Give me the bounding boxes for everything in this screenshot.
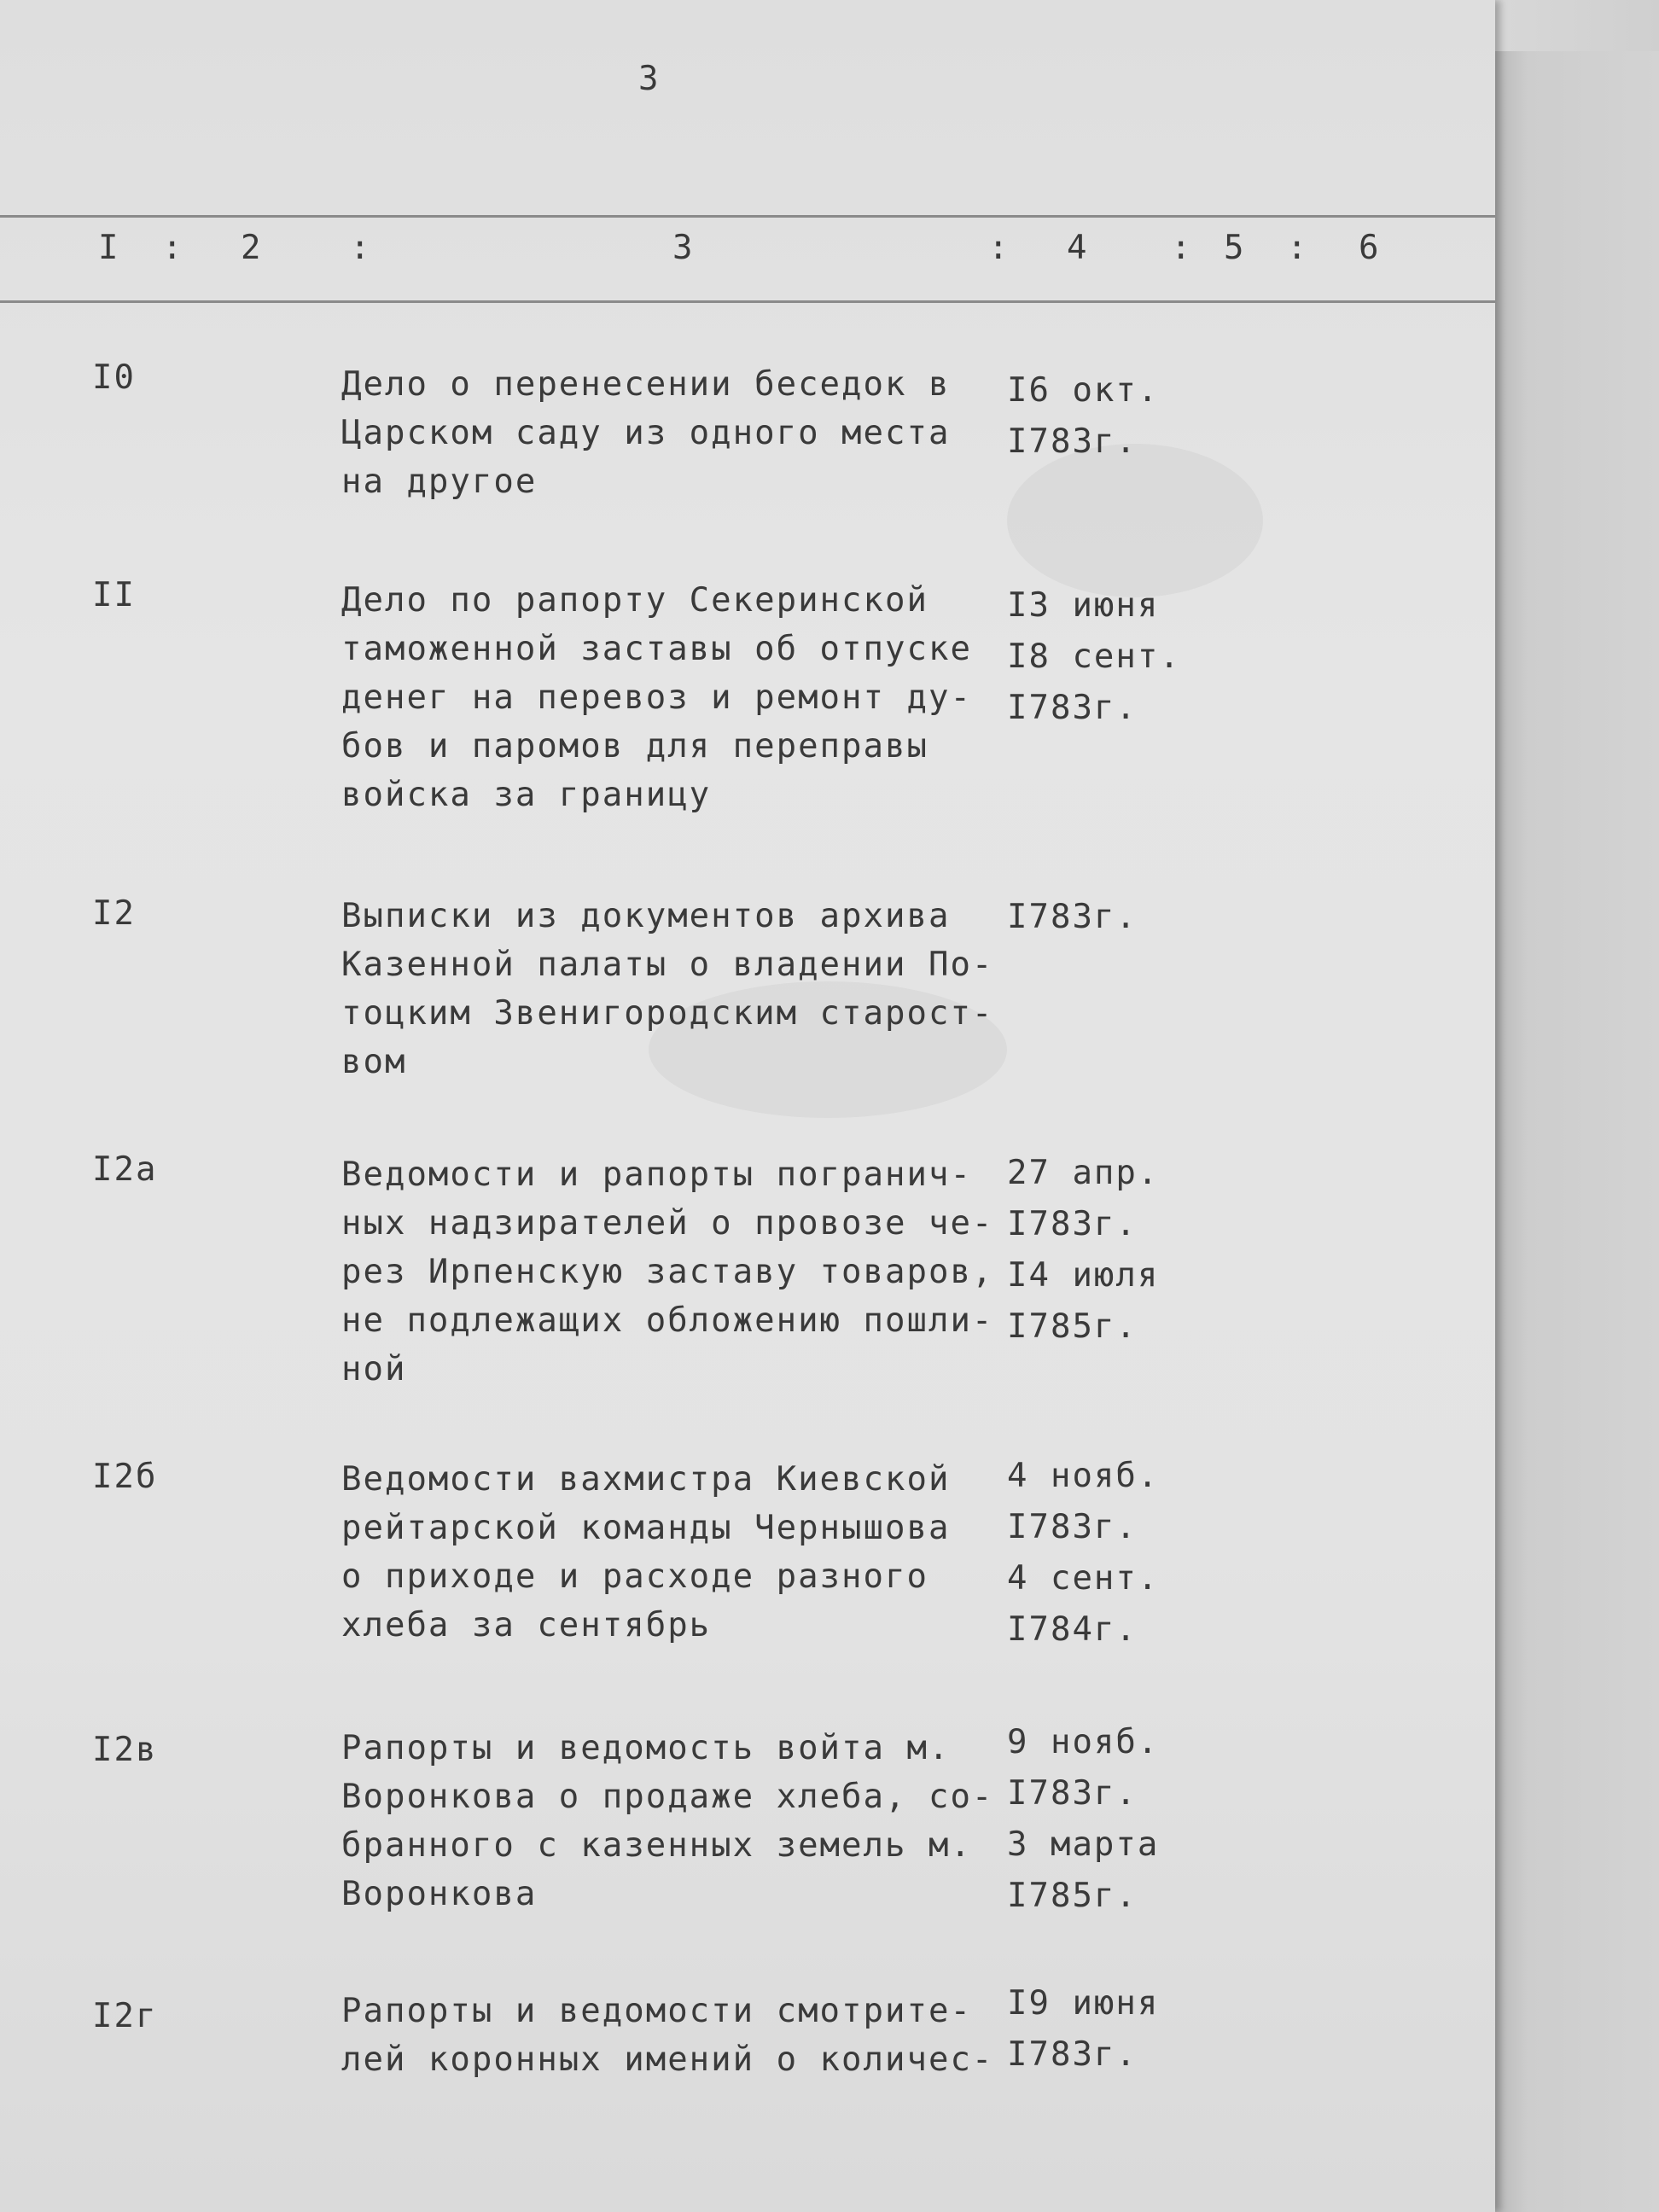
entry-title-line: на другое: [341, 463, 538, 501]
entry-title: [341, 1724, 993, 1918]
entry-date-line: I9 июня: [1007, 1984, 1160, 2023]
entry-date-line: I783г.: [1007, 689, 1138, 727]
entry-title-line: бов и паромов для переправы: [341, 727, 928, 765]
entry-title: [341, 1150, 993, 1394]
entry-date-line: I3 июня: [1007, 586, 1160, 625]
entry-date-line: 4 сент.: [1007, 1559, 1160, 1598]
entry-title-line: Царском саду из одного места: [341, 414, 951, 452]
entry-date-line: 27 апр.: [1007, 1154, 1160, 1192]
entry-date-line: I783г.: [1007, 1774, 1138, 1813]
entry-title: [341, 1987, 993, 2084]
entry-title-line: о приходе и расходе разного: [341, 1557, 928, 1596]
entry-title-line: Ведомости вахмистра Киевской: [341, 1460, 951, 1499]
column-separator: :: [988, 229, 1010, 267]
entry-title: [341, 892, 993, 1086]
entry-date-line: I784г.: [1007, 1610, 1138, 1649]
entry-date-line: 3 марта: [1007, 1825, 1160, 1864]
entry-title-line: Воронкова: [341, 1875, 538, 1913]
entry-number: I2а: [92, 1150, 158, 1189]
column-header-4: 4: [1067, 229, 1089, 267]
entry-number: II: [92, 576, 136, 614]
entry-dates: [1007, 892, 1138, 943]
column-separator: :: [350, 229, 372, 267]
entry-dates: [1007, 365, 1159, 468]
column-header-2: 2: [241, 229, 263, 267]
column-separator: :: [1171, 229, 1193, 267]
column-header-5: 5: [1224, 229, 1246, 267]
table-header-top-rule: [0, 215, 1495, 218]
entry-dates: [1007, 1717, 1159, 1922]
entry-title-line: хлеба за сентябрь: [341, 1606, 712, 1644]
entry-date-line: I8 сент.: [1007, 637, 1181, 676]
entry-title: [341, 1455, 950, 1650]
column-separator: :: [1287, 229, 1309, 267]
entry-dates: [1007, 1451, 1159, 1656]
underlying-sheet: [1495, 51, 1659, 2212]
entry-date-line: I783г.: [1007, 1205, 1138, 1243]
entry-title-line: войска за границу: [341, 776, 712, 814]
entry-title-line: рейтарской команды Чернышова: [341, 1509, 951, 1547]
entry-title: [341, 576, 972, 819]
entry-dates: [1007, 1978, 1159, 2081]
entry-date-line: I783г.: [1007, 2035, 1138, 2074]
column-header-1: I: [98, 229, 120, 267]
entry-title-line: бранного с казенных земель м.: [341, 1826, 972, 1865]
entry-title-line: рез Ирпенскую заставу товаров,: [341, 1253, 994, 1291]
table-header-bottom-rule: [0, 300, 1495, 303]
entry-title-line: Дело о перенесении беседок в: [341, 365, 951, 404]
entry-title-line: Воронкова о продаже хлеба, со-: [341, 1778, 994, 1816]
entry-number: I2б: [92, 1458, 158, 1496]
entry-title-line: ной: [341, 1350, 407, 1388]
entry-date-line: 9 нояб.: [1007, 1723, 1160, 1761]
entry-date-line: I783г.: [1007, 1508, 1138, 1546]
entry-number: I2в: [92, 1731, 158, 1769]
entry-title-line: таможенной заставы об отпуске: [341, 630, 972, 668]
entry-date-line: I785г.: [1007, 1877, 1138, 1915]
entry-title-line: вом: [341, 1043, 407, 1081]
entry-date-line: I783г.: [1007, 422, 1138, 461]
entry-dates: [1007, 1148, 1159, 1353]
entry-number: I0: [92, 358, 136, 397]
entry-number: I2г: [92, 1997, 158, 2035]
entry-number: I2: [92, 894, 136, 933]
entry-title-line: лей коронных имений о количес-: [341, 2040, 994, 2079]
column-header-6: 6: [1359, 229, 1381, 267]
entry-title: [341, 360, 950, 506]
column-header-3: 3: [672, 229, 695, 267]
column-separator: :: [162, 229, 184, 267]
entry-date-line: 4 нояб.: [1007, 1457, 1160, 1495]
entry-title-line: денег на перевоз и ремонт ду-: [341, 678, 972, 717]
entry-date-line: I783г.: [1007, 898, 1138, 936]
entry-date-line: I6 окт.: [1007, 371, 1160, 410]
entry-dates: [1007, 580, 1181, 734]
entry-date-line: I785г.: [1007, 1307, 1138, 1346]
entry-title-line: Дело по рапорту Секеринской: [341, 581, 928, 620]
entry-date-line: I4 июля: [1007, 1256, 1160, 1295]
entry-title-line: Ведомости и рапорты погранич-: [341, 1155, 972, 1194]
entry-title-line: Рапорты и ведомость войта м.: [341, 1729, 951, 1767]
entry-title-line: ных надзирателей о провозе че-: [341, 1204, 994, 1243]
entry-title-line: Казенной палаты о владении По-: [341, 946, 994, 984]
entry-title-line: Выписки из документов архива: [341, 897, 951, 935]
page-number: 3: [638, 60, 661, 98]
entry-title-line: Рапорты и ведомости смотрите-: [341, 1992, 972, 2030]
entry-title-line: тоцким Звенигородским старост-: [341, 994, 994, 1033]
entry-title-line: не подлежащих обложению пошли-: [341, 1301, 994, 1340]
